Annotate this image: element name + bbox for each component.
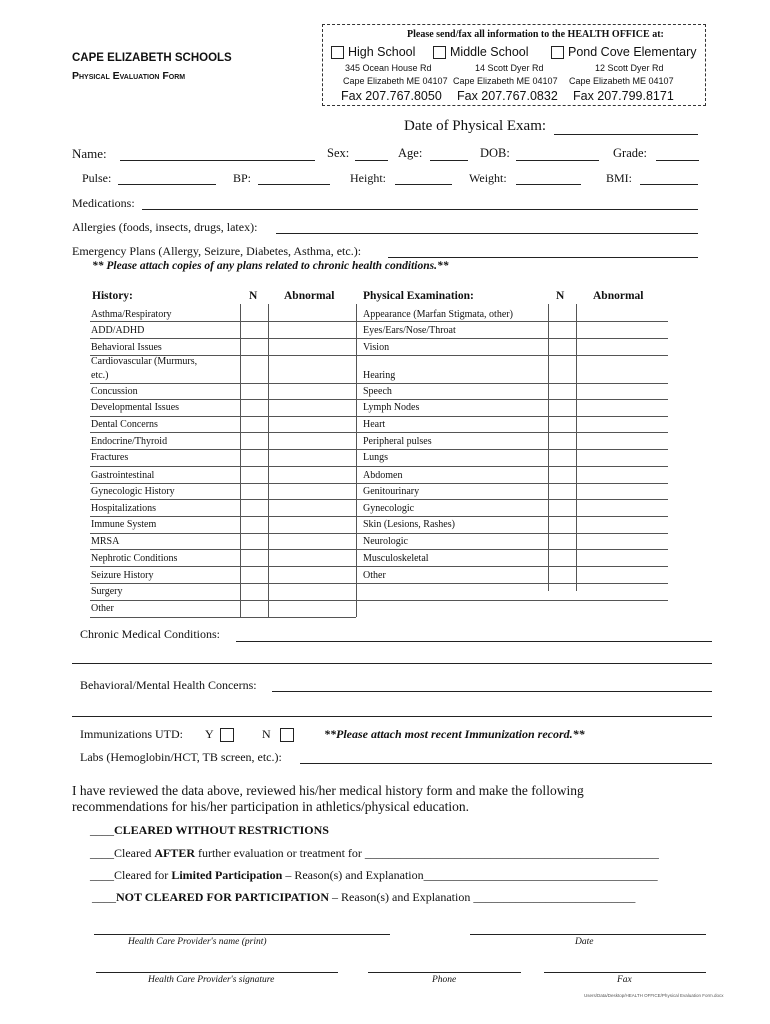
behavioral-field[interactable] xyxy=(272,691,712,692)
exam-item: Vision xyxy=(363,342,390,353)
review-line-1: I have reviewed the data above, reviewed his/her medical history form and make the following xyxy=(72,783,584,798)
medications-label: Medications: xyxy=(72,196,135,210)
exam-item: Genitourinary xyxy=(363,486,420,497)
age-field[interactable] xyxy=(430,160,468,161)
footer-path: Users/Data/Desktop/HEALTH OFFICE/Physical Evaluation Form.docx xyxy=(584,993,724,998)
date-caption: Date xyxy=(575,937,594,947)
labs-label: Labs (Hemoglobin/HCT, TB screen, etc.): xyxy=(80,750,282,764)
exam-item: Gynecologic xyxy=(363,503,415,514)
hs-city: Cape Elizabeth ME 04107 xyxy=(343,76,448,86)
history-item: Surgery xyxy=(91,586,123,597)
height-field[interactable] xyxy=(395,184,452,185)
history-row-line xyxy=(90,549,356,550)
history-header: History: xyxy=(92,290,133,302)
table-divider-center xyxy=(356,304,357,617)
history-row-line xyxy=(90,483,356,484)
exam-row-line xyxy=(356,549,668,550)
exam-item: Lymph Nodes xyxy=(363,402,420,413)
allergies-label: Allergies (foods, insects, drugs, latex): xyxy=(72,220,258,234)
option-cleared-no-restrictions[interactable]: ____CLEARED WITHOUT RESTRICTIONS xyxy=(90,823,329,837)
history-item: Gastrointestinal xyxy=(91,470,155,481)
name-label: Name: xyxy=(72,146,107,161)
exam-item: Appearance (Marfan Stigmata, other) xyxy=(363,309,513,320)
date-exam-field[interactable] xyxy=(554,134,698,135)
checkbox-yes-icon[interactable] xyxy=(220,728,234,742)
history-item: Behavioral Issues xyxy=(91,342,162,353)
fax-line[interactable] xyxy=(544,972,706,973)
exam-n-header: N xyxy=(556,290,565,302)
history-row-line xyxy=(90,566,356,567)
sex-field[interactable] xyxy=(355,160,388,161)
history-item: ADD/ADHD xyxy=(91,325,145,336)
option-limited-participation[interactable]: ____Cleared for Limited Participation – Reason(s) and Explanation_______________________________________ xyxy=(90,868,658,882)
dob-label: DOB: xyxy=(480,146,510,160)
high-school-option[interactable]: High School xyxy=(331,45,415,59)
exam-item: Lungs xyxy=(363,452,388,463)
history-row-line xyxy=(90,416,356,417)
provider-name-caption: Health Care Provider's name (print) xyxy=(128,937,267,947)
pc-street: 12 Scott Dyer Rd xyxy=(595,63,664,73)
option-cleared-after[interactable]: ____Cleared AFTER further evaluation or treatment for _________________________________________________ xyxy=(90,846,659,860)
history-item: Hospitalizations xyxy=(91,503,156,514)
exam-row-line xyxy=(356,499,668,500)
exam-row-line xyxy=(356,533,668,534)
history-row-line xyxy=(90,499,356,500)
pulse-label: Pulse: xyxy=(82,171,112,185)
ms-street: 14 Scott Dyer Rd xyxy=(475,63,544,73)
history-row-line xyxy=(90,355,356,356)
immunizations-label: Immunizations UTD: xyxy=(80,727,183,741)
health-office-box xyxy=(322,24,706,106)
option-not-cleared[interactable]: ____NOT CLEARED FOR PARTICIPATION – Reason(s) and Explanation ___________________________ xyxy=(92,890,636,904)
emergency-label: Emergency Plans (Allergy, Seizure, Diabetes, Asthma, etc.): xyxy=(72,244,362,258)
exam-divider-2 xyxy=(576,304,577,591)
office-instruction: Please send/fax all information to the HEALTH OFFICE at: xyxy=(407,29,664,40)
history-row-line xyxy=(90,449,356,450)
middle-school-option[interactable]: Middle School xyxy=(433,45,529,59)
immunizations-yes[interactable]: Y xyxy=(205,727,234,742)
weight-label: Weight: xyxy=(469,171,507,185)
history-row-line xyxy=(90,583,356,584)
age-label: Age: xyxy=(398,146,423,160)
history-item: MRSA xyxy=(91,536,120,547)
exam-item: Peripheral pulses xyxy=(363,436,432,447)
exam-item: Other xyxy=(363,570,386,581)
checkbox-icon[interactable] xyxy=(551,46,564,59)
phone-line[interactable] xyxy=(368,972,521,973)
history-item: Endocrine/Thyroid xyxy=(91,436,168,447)
history-item: Concussion xyxy=(91,386,138,397)
exam-row-line xyxy=(356,355,668,356)
exam-abnormal-header: Abnormal xyxy=(593,290,644,302)
history-n-header: N xyxy=(249,290,258,302)
history-item: Immune System xyxy=(91,519,157,530)
bp-field[interactable] xyxy=(258,184,330,185)
pond-cove-option[interactable]: Pond Cove Elementary xyxy=(551,45,697,59)
chronic-label: Chronic Medical Conditions: xyxy=(80,627,220,641)
history-row-line xyxy=(90,432,356,433)
behavioral-label: Behavioral/Mental Health Concerns: xyxy=(80,678,257,692)
history-divider-2 xyxy=(268,304,269,617)
exam-header: Physical Examination: xyxy=(363,290,474,302)
medications-field[interactable] xyxy=(142,209,698,210)
ms-fax: Fax 207.767.0832 xyxy=(457,89,558,103)
exam-item: Hearing xyxy=(363,370,396,381)
history-item: Seizure History xyxy=(91,570,154,581)
pulse-field[interactable] xyxy=(118,184,216,185)
bp-label: BP: xyxy=(233,171,252,185)
name-field[interactable] xyxy=(120,160,315,161)
history-divider-1 xyxy=(240,304,241,617)
immunization-note: **Please attach most recent Immunization record.** xyxy=(324,727,585,741)
history-item: Asthma/Respiratory xyxy=(91,309,172,320)
exam-item: Skin (Lesions, Rashes) xyxy=(363,519,455,530)
exam-row-line xyxy=(356,321,668,322)
form-title: Physical Evaluation Form xyxy=(72,70,186,82)
grade-field[interactable] xyxy=(656,160,699,161)
history-row-line xyxy=(90,516,356,517)
history-row-line xyxy=(90,617,356,618)
bmi-field[interactable] xyxy=(640,184,698,185)
exam-item: Abdomen xyxy=(363,470,403,481)
history-item: etc.) xyxy=(91,370,109,381)
hs-street: 345 Ocean House Rd xyxy=(345,63,432,73)
phone-caption: Phone xyxy=(432,975,457,985)
ms-city: Cape Elizabeth ME 04107 xyxy=(453,76,558,86)
history-row-line xyxy=(90,533,356,534)
history-item: Fractures xyxy=(91,452,129,463)
history-item: Developmental Issues xyxy=(91,402,180,413)
history-row-line xyxy=(90,338,356,339)
height-label: Height: xyxy=(350,171,386,185)
checkbox-icon[interactable] xyxy=(433,46,446,59)
exam-row-line xyxy=(356,383,668,384)
exam-row-line xyxy=(356,432,668,433)
hs-fax: Fax 207.767.8050 xyxy=(341,89,442,103)
history-row-line xyxy=(90,466,356,467)
dob-field[interactable] xyxy=(516,160,599,161)
exam-item: Speech xyxy=(363,386,392,397)
bmi-label: BMI: xyxy=(606,171,633,185)
pc-city: Cape Elizabeth ME 04107 xyxy=(569,76,674,86)
exam-row-line xyxy=(356,399,668,400)
history-row-line xyxy=(90,600,356,601)
weight-field[interactable] xyxy=(516,184,581,185)
history-item: Gynecologic History xyxy=(91,486,175,497)
pc-fax: Fax 207.799.8171 xyxy=(573,89,674,103)
history-row-line xyxy=(90,399,356,400)
history-item: Cardiovascular (Murmurs, xyxy=(91,356,198,367)
history-item: Dental Concerns xyxy=(91,419,158,430)
exam-row-line xyxy=(356,449,668,450)
exam-row-line xyxy=(356,466,668,467)
exam-item: Eyes/Ears/Nose/Throat xyxy=(363,325,456,336)
history-item: Other xyxy=(91,603,114,614)
history-row-line xyxy=(90,383,356,384)
attach-plans-note: ** Please attach copies of any plans related to chronic health conditions.** xyxy=(92,260,449,272)
sex-label: Sex: xyxy=(327,146,350,160)
history-item: Nephrotic Conditions xyxy=(91,553,178,564)
behavioral-field-2[interactable] xyxy=(72,716,712,717)
grade-label: Grade: xyxy=(613,146,648,160)
exam-item: Heart xyxy=(363,419,386,430)
history-row-line xyxy=(90,321,356,322)
exam-item: Neurologic xyxy=(363,536,408,547)
checkbox-no-icon[interactable] xyxy=(280,728,294,742)
school-name: CAPE ELIZABETH SCHOOLS xyxy=(72,52,232,64)
review-line-2: recommendations for his/her participation in athletics/physical education. xyxy=(72,799,470,814)
exam-row-line xyxy=(356,566,668,567)
emergency-field[interactable] xyxy=(388,257,698,258)
chronic-field[interactable] xyxy=(236,641,712,642)
allergies-field[interactable] xyxy=(276,233,698,234)
provider-name-line[interactable] xyxy=(94,934,390,935)
exam-row-line xyxy=(356,483,668,484)
exam-row-line xyxy=(356,600,668,601)
exam-row-line xyxy=(356,338,668,339)
date-exam-label: Date of Physical Exam: xyxy=(404,118,547,134)
chronic-field-2[interactable] xyxy=(72,663,712,664)
checkbox-icon[interactable] xyxy=(331,46,344,59)
labs-field[interactable] xyxy=(300,763,712,764)
date-line[interactable] xyxy=(470,934,706,935)
provider-signature-line[interactable] xyxy=(96,972,338,973)
immunizations-no[interactable]: N xyxy=(262,727,294,742)
exam-item: Musculoskeletal xyxy=(363,553,429,564)
exam-divider-1 xyxy=(548,304,549,591)
exam-row-line xyxy=(356,416,668,417)
exam-row-line xyxy=(356,516,668,517)
provider-signature-caption: Health Care Provider's signature xyxy=(148,975,275,985)
history-abnormal-header: Abnormal xyxy=(284,290,335,302)
fax-caption: Fax xyxy=(617,975,632,985)
exam-row-line xyxy=(356,583,668,584)
